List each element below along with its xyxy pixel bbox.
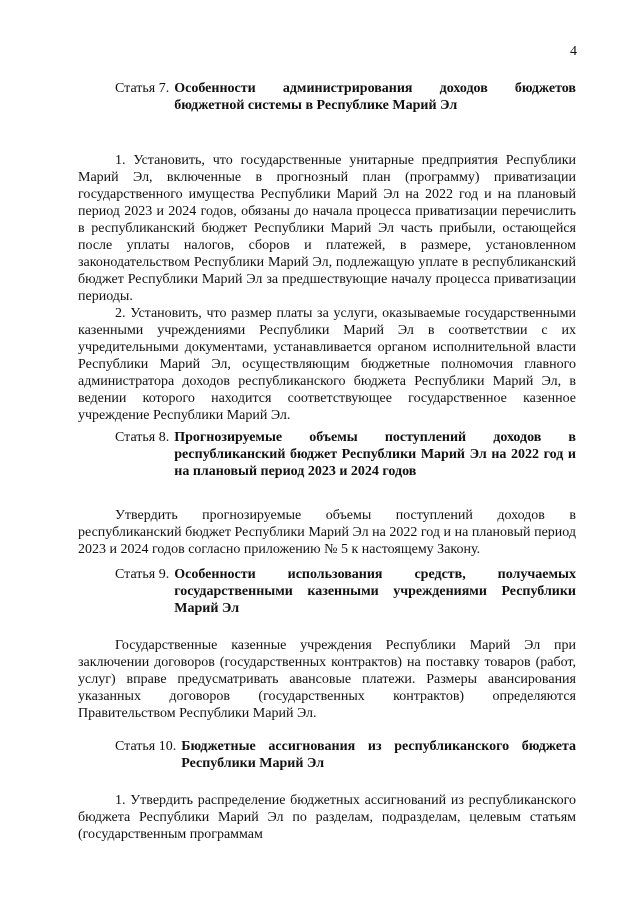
paragraph: 1. Утвердить распределение бюджетных ассигнований из республиканского бюджета Республики Марий Эл по разделам, подразделам, целевым статьям (государственным программам [78,793,576,842]
article-heading [78,566,576,617]
article-number: Статья 9. [115,567,170,582]
article-10 [78,738,576,843]
article-number: Статья 7. [115,81,170,96]
article-number: Статья 8. [115,430,170,445]
paragraph: 1. Установить, что государственные унитарные предприятия Республики Марий Эл, включенные в прогнозный план (программу) приватизации государственного имущества Республики Марий Эл на 2022 год и на плановый период 2023 и 2024 годов, обязаны до начала процесса приватизации перечислить в республиканский бюджет Республики Марий Эл часть прибыли, остающейся после уплаты налогов, сборов и платежей, в размере, установленном законодательством Республики Марий Эл, подлежащую уплате в республиканский бюджет Республики Марий Эл за предшествующие началу процесса приватизации периоды. [78,153,576,304]
paragraph: Государственные казенные учреждения Республики Марий Эл при заключении договоров (государственных контрактов) на поставку товаров (работ, услуг) вправе предусматривать авансовые платежи. Размеры авансирования указанных договоров (государственных контрактов) определяются Правительством Республики Марий Эл. [78,638,576,721]
article-title: Особенности использования средств, получаемых государственными казенными учреждениями Республики Марий Эл [174,567,576,616]
article-number: Статья 10. [115,739,177,754]
article-7 [78,80,576,424]
article-heading [78,80,576,114]
article-title: Бюджетные ассигнования из республиканского бюджета Республики Марий Эл [181,739,576,771]
article-title: Особенности администрирования доходов бюджетов бюджетной системы в Республике Марий Эл [174,81,576,113]
article-title: Прогнозируемые объемы поступлений доходов в республиканский бюджет Республики Марий Эл на 2022 год и на плановый период 2023 и 2024 годов [174,430,576,479]
article-8 [78,429,576,558]
article-heading [78,738,576,772]
page-number: 4 [570,44,577,59]
paragraph: Утвердить прогнозируемые объемы поступлений доходов в республиканский бюджет Республики Марий Эл на 2022 год и на плановый период 2023 и 2024 годов согласно приложению № 5 к настоящему Закону. [78,508,576,557]
article-heading [78,429,576,480]
paragraph: 2. Установить, что размер платы за услуги, оказываемые государственными казенными учреждениями Республики Марий Эл в соответствии с их учредительными документами, устанавливается органом исполнительной власти Республики Марий Эл, осуществляющим бюджетные полномочия главного администратора доходов республиканского бюджета Республики Марий Эл, в ведении которого находится соответствующее государственное казенное учреждение Республики Марий Эл. [78,306,576,423]
article-9 [78,566,576,722]
